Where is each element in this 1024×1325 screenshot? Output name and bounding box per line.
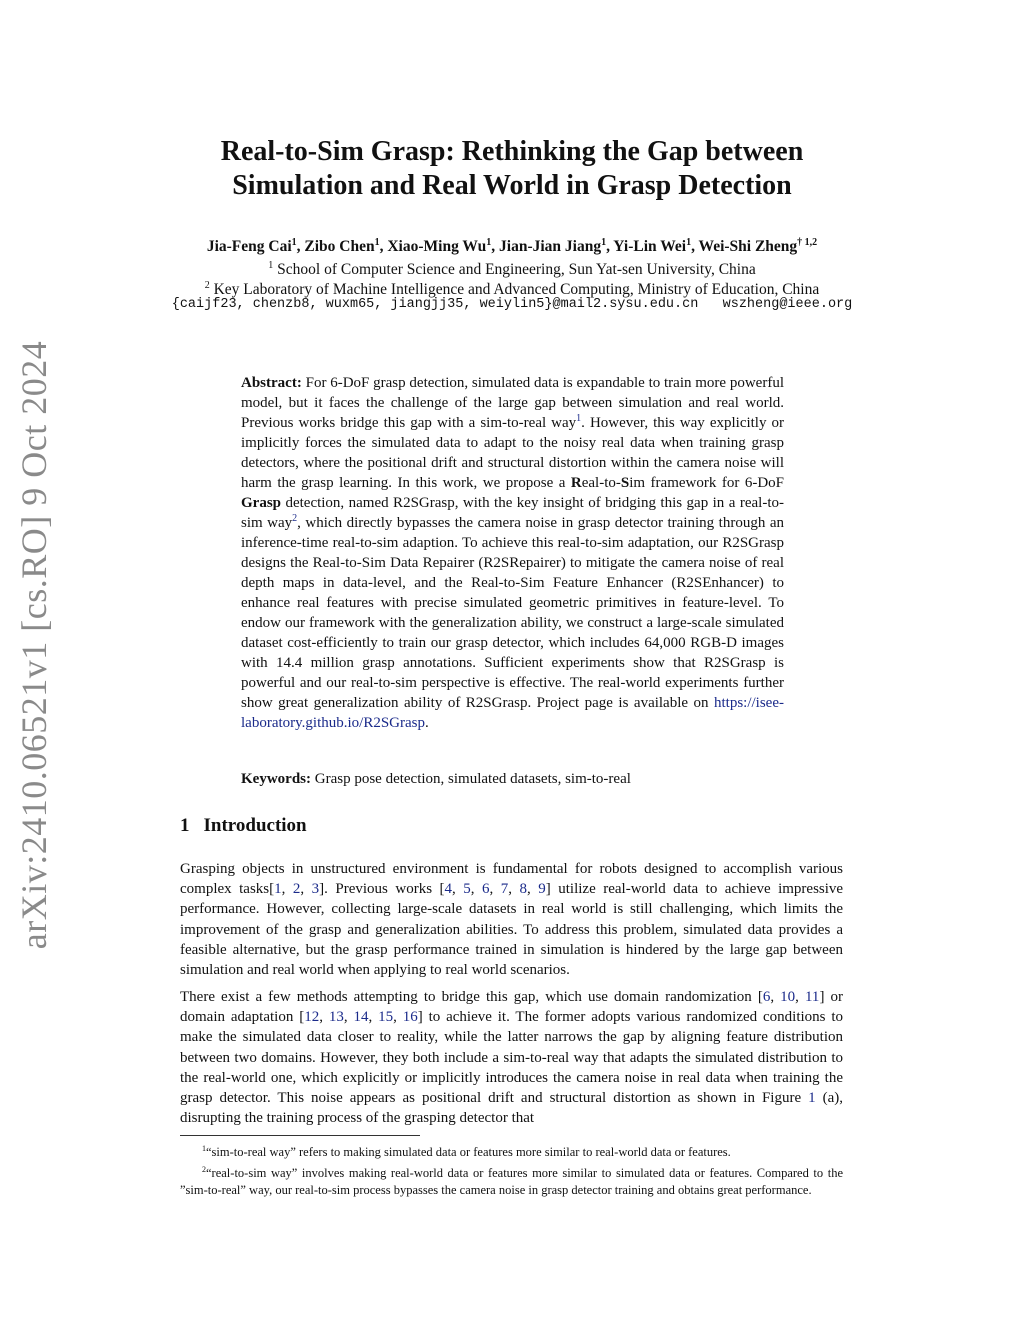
- body-text: ] utilize real-world data to achieve impressive performance. However, collecting large-scale datasets in real world is still challenging, which limits the improvement of the grasp and generalization abilities. To address this problem, simulated data provides a feasible alternative, but the grasp performance trained in simulation is hindered by the large gap between simulation and real world when applying to real world scenarios.: [180, 881, 844, 979]
- citation-link[interactable]: 9: [538, 881, 546, 898]
- citation-link[interactable]: 6: [762, 989, 771, 1005]
- keywords: [241, 769, 784, 789]
- arxiv-stamp: [0, 340, 68, 950]
- author-sup: 1: [374, 237, 380, 248]
- body-text: ]. Previous works [: [319, 881, 445, 898]
- citation-link[interactable]: 13: [328, 1009, 344, 1026]
- footnote-mark: 1: [202, 1144, 206, 1153]
- abstract-label: Abstract:: [241, 375, 302, 391]
- citation-link[interactable]: 7: [500, 881, 509, 898]
- author-sup: † 1,2: [797, 237, 818, 248]
- author: Jia-Feng Cai: [206, 238, 292, 256]
- author-sup: 1: [686, 237, 692, 248]
- citation-link[interactable]: 2: [292, 881, 301, 898]
- citation-link[interactable]: 6: [482, 881, 490, 898]
- affiliation-sup: 2: [204, 280, 210, 291]
- figure-link[interactable]: 1: [808, 1090, 816, 1107]
- footnote-divider: [180, 1135, 420, 1136]
- abstract-bold: Grasp: [241, 495, 282, 511]
- abstract: [241, 373, 784, 733]
- affiliation-text: Key Laboratory of Machine Intelligence and Advanced Computing, Ministry of Education, China: [213, 281, 820, 299]
- body-text: ] to achieve it. The former adopts various randomized conditions to make the simulated data closer to reality, while the latter narrows the gap by aligning feature distribution between two domains. However, they both include a sim-to-real way that adapts the simulated distribution to the real-world one, which explicitly or implicitly introduces the camera noise in real data when training the grasp detector. This noise appears as positional drift and structural distortion as shown in Figure: [180, 1009, 844, 1107]
- project-page-link[interactable]: https://isee-laboratory.github.io/R2SGrasp: [241, 695, 784, 731]
- citation-link[interactable]: 14: [353, 1009, 369, 1026]
- abstract-bold: S: [620, 475, 630, 491]
- citation-link[interactable]: 8: [519, 881, 528, 898]
- author-sup: 1: [291, 237, 297, 248]
- citation-link[interactable]: 4: [444, 881, 453, 898]
- body-text: Grasping objects in unstructured environment is fundamental for robots designed to accomplish various complex tasks[: [180, 861, 843, 898]
- footnote-mark: 2: [202, 1165, 206, 1175]
- citation-link[interactable]: 10: [780, 989, 796, 1005]
- author-emails: {caijf23, chenzb8, wuxm65, jiangjj35, weiylin5}@mail2.sysu.edu.cn wszheng@ieee.org: [171, 297, 853, 312]
- citation-link[interactable]: 5: [463, 881, 471, 898]
- footnote-ref[interactable]: 1: [576, 413, 582, 424]
- section-title: Introduction: [203, 815, 307, 836]
- affiliation-sup: 1: [268, 260, 274, 271]
- abstract-text: im framework for 6-DoF: [629, 475, 785, 491]
- author-list: Jia-Feng Cai$^1$, Zibo Chen$^1$, Xiao-Ming Wu$^1$, Jian-Jian Jiang$^1$, Yi-Lin Wei$^1$, Wei-Shi Zheng$^{\dagger 1,2}$: [206, 237, 818, 256]
- abstract-bold: R: [570, 475, 582, 491]
- citation-link[interactable]: 3: [311, 881, 320, 898]
- body-text: There exist a few methods attempting to bridge this gap, which use domain randomization [: [180, 989, 763, 1005]
- abstract-text: .: [425, 715, 429, 731]
- paper-title: [150, 135, 874, 203]
- intro-paragraph-1: Grasping objects in unstructured environment is fundamental for robots designed to accomplish various complex tasks[1, 2, 3]. Previous works [4, 5, 6, 7, 8, 9] utilize real-world data to achieve impressive performance. However, collecting large-scale datasets in real world is still challenging, which limits the improvement of the grasp and generalization abilities. To address this problem, simulated data provides a feasible alternative, but the grasp performance trained in simulation is hindered by the large gap between simulation and real world when applying to real world scenarios.: [180, 861, 844, 979]
- author: Xiao-Ming Wu: [387, 238, 487, 256]
- author: Wei-Shi Zheng: [698, 238, 798, 256]
- keywords-label: Keywords:: [241, 771, 311, 787]
- body-text: ] or domain adaptation [: [180, 989, 844, 1026]
- abstract-text: detection, named R2SGrasp, with the key insight of bridging this gap in a real-to-sim way: [241, 495, 784, 531]
- citation-link[interactable]: 11: [804, 989, 820, 1005]
- abstract-text: . However, this way explicitly or implicitly forces the simulated data to adapt to the noisy real data when training grasp detectors, where the positional drift and structural distortion within the camera noise will harm the grasp learning. In this work, we propose a: [241, 415, 784, 491]
- footnote-2: [180, 1161, 843, 1199]
- footnote-text: “sim-to-real way” refers to making simulated data or features more similar to real-world data or features.: [206, 1145, 731, 1160]
- citation-link[interactable]: 15: [378, 1009, 394, 1026]
- citation-link[interactable]: 12: [304, 1009, 320, 1026]
- footnote-ref[interactable]: 2: [292, 513, 298, 524]
- citation-link[interactable]: 1: [274, 881, 282, 898]
- author: Jian-Jian Jiang: [499, 238, 602, 256]
- intro-paragraph-2: There exist a few methods attempting to bridge this gap, which use domain randomization [6, 10, 11] or domain adaptation [12, 13, 14, 15, 16] to achieve it. The former adopts various randomized conditions to make the simulated data closer to reality, while the latter narrows the gap by aligning feature distribution between two domains. However, they both include a sim-to-real way that adapts the simulated distribution to the real-world one, which explicitly or implicitly introduces the camera noise in real data when training the grasp detector. This noise appears as positional drift and structural distortion as shown in Figure 1 (a), disrupting the training process of the grasping detector that: [180, 989, 844, 1127]
- abstract-text: For 6-DoF grasp detection, simulated data is expandable to train more powerful model, but it faces the challenge of the large gap between simulation and real world. Previous works bridge this gap with a sim-to-real way: [241, 375, 785, 431]
- footnotes: [180, 1140, 843, 1199]
- section-number: 1: [180, 815, 190, 836]
- body-text: (a), disrupting the training process of the grasping detector that: [180, 1090, 843, 1127]
- affiliation-text: School of Computer Science and Engineering, Sun Yat-sen University, China: [277, 261, 756, 279]
- author: Yi-Lin Wei: [613, 238, 687, 256]
- arxiv-stamp-text: arXiv:2410.06521v1 [cs.RO] 9 Oct 2024: [14, 340, 55, 950]
- footnote-1: [180, 1140, 843, 1161]
- section-heading: [180, 815, 307, 837]
- author-sup: 1: [601, 237, 607, 248]
- title-line-1: Real-to-Sim Grasp: Rethinking the Gap between: [220, 136, 804, 167]
- author-sup: 1: [486, 237, 492, 248]
- title-line-2: Simulation and Real World in Grasp Detection: [232, 170, 792, 201]
- citation-link[interactable]: 16: [402, 1009, 418, 1026]
- footnote-text: “real-to-sim way” involves making real-world data or features more similar to simulated data or features. Compared to the ”sim-to-real” way, our real-to-sim process bypasses the camera noise in grasp detector training and obtains great performance.: [180, 1166, 843, 1198]
- author: Zibo Chen: [304, 238, 375, 256]
- keywords-text: Grasp pose detection, simulated datasets, sim-to-real: [314, 771, 631, 787]
- abstract-text: , which directly bypasses the camera noise in grasp detector training through an inference-time real-to-sim adaption. To achieve this real-to-sim adaptation, our R2SGrasp designs the Real-to-Sim Data Repairer (R2SRepairer) to mitigate the camera noise of real depth maps in data-level, and the Real-to-Sim Feature Enhancer (R2SEnhancer) to enhance real features with precise simulated geometric primitives in feature-level. To endow our framework with the generalization ability, we construct a large-scale simulated dataset cost-efficiently to train our grasp detector, which includes 64,000 RGB-D images with 14.4 million grasp annotations. Sufficient experiments show that R2SGrasp is powerful and our real-to-sim perspective is effective. The real-world experiments further show great generalization ability of R2SGrasp. Project page is available on: [241, 515, 784, 711]
- abstract-text: eal-to-: [581, 475, 621, 491]
